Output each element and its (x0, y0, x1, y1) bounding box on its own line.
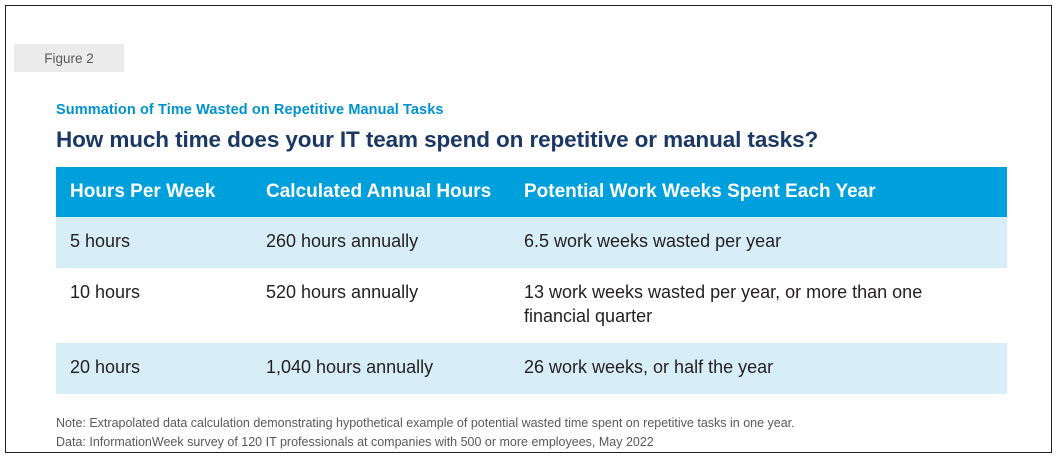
column-header-calculated-annual-hours: Calculated Annual Hours (252, 167, 510, 217)
table-row (56, 268, 1007, 343)
cell-work-weeks: 13 work weeks wasted per year, or more than one financial quarter (510, 268, 1007, 343)
data-table (56, 167, 1007, 394)
figure-frame (5, 5, 1052, 453)
cell-hours-per-week: 20 hours (56, 343, 252, 394)
cell-work-weeks: 6.5 work weeks wasted per year (510, 217, 1007, 268)
cell-annual-hours: 260 hours annually (252, 217, 510, 268)
column-header-potential-work-weeks: Potential Work Weeks Spent Each Year (510, 167, 1007, 217)
figure-content (56, 6, 1005, 453)
chart-title: How much time does your IT team spend on repetitive or manual tasks? (56, 127, 819, 152)
data-source-line: Data: InformationWeek survey of 120 IT professionals at companies with 500 or more employees, May 2022 (56, 435, 654, 450)
table-header-row (56, 167, 1007, 217)
cell-hours-per-week: 10 hours (56, 268, 252, 343)
footnotes (56, 414, 1005, 453)
cell-annual-hours: 1,040 hours annually (252, 343, 510, 394)
table-row (56, 343, 1007, 394)
note-line: Note: Extrapolated data calculation demonstrating hypothetical example of potential wasted time spent on repetitive tasks in one year. (56, 415, 795, 430)
cell-annual-hours: 520 hours annually (252, 268, 510, 343)
figure-tag-label: Figure 2 (44, 50, 94, 66)
column-header-hours-per-week: Hours Per Week (56, 167, 252, 217)
cell-work-weeks: 26 work weeks, or half the year (510, 343, 1007, 394)
cell-hours-per-week: 5 hours (56, 217, 252, 268)
chart-subtitle: Summation of Time Wasted on Repetitive Manual Tasks (56, 102, 444, 118)
table-row (56, 217, 1007, 268)
